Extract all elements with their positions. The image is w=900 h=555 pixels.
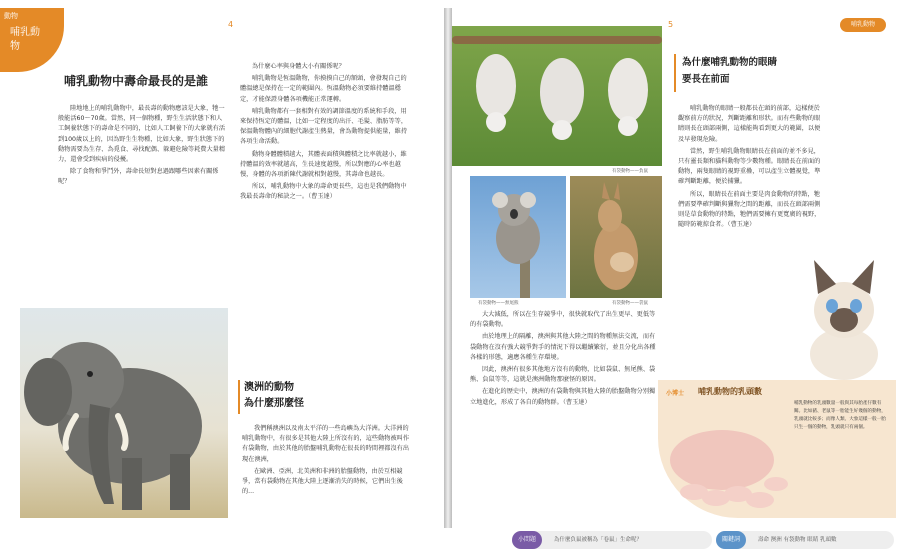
page-title: 哺乳動物中壽命最長的是誰 (64, 74, 209, 88)
opossum-caption: 有袋動物——負鼠 (612, 169, 648, 174)
kangaroo-photo (570, 176, 662, 298)
heading-rule (674, 54, 676, 92)
footer-keywords (716, 531, 894, 549)
tip-text: 哺乳動物的乳頭數量一般與其每胎產仔數有關。比如豬、老鼠等一胎能生好幾個的動物，乳頭就比較多；而像人類、大象這樣一般一胎只生一個的動物，乳頭就只有兩個。 (794, 401, 886, 430)
paragraph: 哺乳動物都有一套相對有效的調節溫度的系統和手段，用來保持恆定的體溫，比如一定程度的出汗、毛髮、脂肪等等，保溫動物體內的細胞代謝產生熱量，會為動物提供能量，維持各項生命活動。 (240, 107, 408, 146)
left-column-text (58, 104, 226, 309)
paragraph: 在進化的歷史中，澳洲的有袋動物與其他大陸的胎盤動物分別獨立地進化，形成了各自的動物群。（曹玉達） (470, 388, 656, 406)
opossum-photo (452, 26, 662, 166)
paragraph: 由於地理上的隔離，澳洲與其他大陸之間的物種無法交流，而有袋動物在沒有強大競爭對手的情況下得以繼續繁衍，並且分化出各種各樣的形態，適應各種生存環境。 (470, 333, 656, 361)
elephant-icon (20, 308, 228, 518)
right-heading-line2: 要長在前面 (682, 74, 730, 85)
paragraph: 大大減低，所以在生存競爭中，很快就取代了出生更早、更低等的有袋動物。 (470, 311, 656, 329)
paragraph: 所以，哺乳動物中大象的壽命更長些，這也是我們動物中我最長壽命的秘訣之一。（曹玉達） (240, 183, 407, 201)
right-heading-line1: 為什麼哺乳動物的眼睛 (682, 57, 778, 68)
page-number-left: 4 (228, 20, 234, 29)
paragraph: 當然，野生哺乳動物眼睛長在前面的並不多見，只有靈長類和貓科動物等少數物種。眼睛長在前面的動物，兩隻眼睛的視野重疊，可以產生立體視覺，準確判斷距離，便於捕獵。 (678, 147, 821, 186)
tip-label: 小博士 (666, 390, 685, 397)
cat-icon (796, 254, 892, 380)
paragraph: 為什麼心率與身體大小有關係呢？ (252, 63, 345, 70)
paragraph: 哺乳動物是恆溫動物，你摸摸自己的額頭，會發現自己的體溫總是保持在一定的範圍內。恆溫動物必須要維持體溫穩定，才能保證身體各項機能正常運轉。 (240, 75, 407, 103)
corner-tab: 哺乳動物 (840, 18, 886, 32)
footer-question (512, 531, 712, 549)
paragraph: 我們稱澳洲以及南太平洋的一些島嶼為大洋洲。大洋洲的哺乳動物中，有很多是其他大陸上所沒有的，這些動物被叫作有袋動物，由於其他的胎盤哺乳動物在很長的時間裡都沒有出現在澳洲， (242, 425, 410, 463)
bottom-text (242, 424, 414, 516)
middle-column-text (470, 310, 660, 514)
section-badge (0, 8, 64, 72)
kangaroo-caption: 有袋動物——袋鼠 (612, 301, 648, 306)
sub-heading-line2: 為什麼那麼怪 (244, 398, 304, 409)
right-page (452, 8, 896, 528)
right-heading (682, 54, 777, 88)
piglets-icon (664, 420, 792, 516)
right-column-text (240, 62, 408, 380)
footer-keywords-label: 關鍵詞 (716, 531, 746, 549)
koala-icon (470, 176, 566, 298)
tip-box (658, 380, 896, 518)
section-badge-label: 哺乳動物 (10, 27, 40, 52)
sub-heading (244, 380, 304, 412)
paragraph: 在歐洲、亞洲，北美洲和非洲的胎盤動物，由於互相競爭，當有袋動物在其他大陸上逐漸消失的時候，它們出生後的... (242, 467, 403, 496)
book-gutter (444, 8, 452, 528)
paragraph: 因此，澳洲有很多其他地方沒有的動物，比如袋鼠、無尾熊、袋熊、負鼠等等，這就是澳洲動物那麼怪的原因。 (470, 366, 656, 384)
koala-caption: 有袋動物——無尾熊 (478, 301, 519, 306)
page-number-right: 5 (668, 20, 674, 29)
paragraph: 除了食物和爭鬥外，壽命長短對息過跟哪些因素有關係呢？ (58, 168, 219, 186)
koala-photo (470, 176, 566, 298)
opossum-icon (452, 26, 662, 166)
sub-heading-line1: 澳洲的動物 (244, 382, 294, 393)
kangaroo-icon (570, 176, 662, 298)
paragraph: 陸地地上的哺乳動物中，最長壽的動物應該是大象，牠一般能活60～70歲。當然，同一個物種，野生生活狀態下和人工飼養狀態下的壽命是不同的，比如人工飼養下的大象就有活到100歲以上的，因為野生生物種，比如大象，野生狀態下的動物需要為生存、為覓食、尋找配偶、躲避危險等耗費大量精力，還會受到疾病的侵擾。 (58, 105, 226, 164)
paragraph: 所以，眼睛長在前面主要是肉食動物的特點，牠們需要準確判斷與獵物之間的距離，而長在頭部兩側則是草食動物的特點，牠們需要擁有更寬廣的視野，隨時防範掠食者。（曹玉達） (678, 190, 821, 229)
paragraph: 動物身體體積越大，其體表面積與體積之比率就越小，維持體溫的效率就越高，生長速度越慢，所以對應的心率也越慢，身體的各項新陳代謝就相對越慢，其壽命也越長。 (240, 150, 407, 179)
heading-rule (238, 380, 240, 414)
left-page (0, 8, 444, 528)
cat-photo (796, 254, 892, 380)
section-tag: 動物 (4, 12, 18, 20)
footer-question-text: 為什麼負鼠被稱為「卷鼠」生命呢？ (554, 537, 643, 543)
footer-question-label: 小問題 (512, 531, 542, 549)
paragraph: 哺乳動物的眼睛一般都長在頭的前部，這樣便於觀察前方的狀況，判斷距離和形狀。而有些動物的眼睛則長在頭部兩側，這樣能夠看到更大的範圍，以便及早發現危險。 (678, 105, 821, 143)
footer-keywords-text: 壽命 澳洲 有袋動物 眼睛 乳頭數 (758, 537, 837, 543)
tip-heading: 哺乳動物的乳頭數 (698, 387, 762, 396)
elephant-photo (20, 308, 228, 518)
